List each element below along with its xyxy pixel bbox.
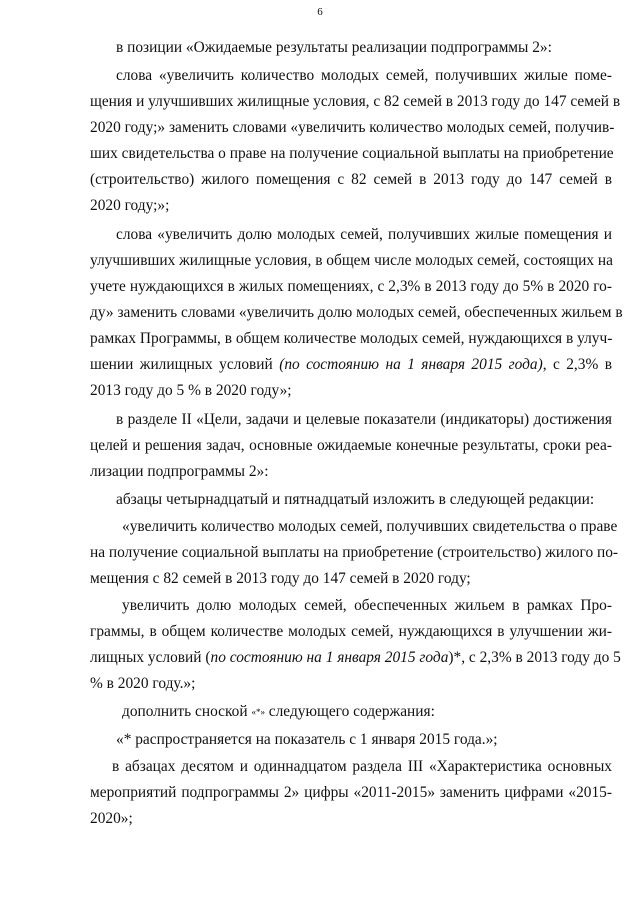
paragraph-line: рамках Программы, в общем количестве молодых семей, нуждающихся в улуч- bbox=[90, 330, 613, 347]
paragraph-line: мещения с 82 семей в 2013 году до 147 семей в 2020 году; bbox=[90, 570, 471, 587]
paragraph-line: слова «увеличить количество молодых семей, получивших жилые поме- bbox=[116, 67, 612, 84]
paragraph-line: ду» заменить словами «увеличить долю молодых семей, обеспеченных жильем в bbox=[90, 304, 623, 321]
paragraph-line: учете нуждающихся в жилых помещениях, с 2,3% в 2013 году до 5% в 2020 го- bbox=[90, 278, 612, 295]
paragraph-line: целей и решения задач, основные ожидаемые конечные результаты, сроки реа- bbox=[90, 437, 612, 454]
line-text: следующего содержания: bbox=[264, 703, 435, 720]
paragraph-line: абзацы четырнадцатый и пятнадцатый изложить в следующей редакции: bbox=[116, 491, 595, 508]
paragraph-line bbox=[90, 648, 621, 668]
italic-date-note: (по состоянию на 1 января 2015 года) bbox=[279, 356, 543, 373]
line-text: , с 2,3% в bbox=[542, 356, 612, 373]
paragraph-line: «* распространяется на показатель с 1 января 2015 года.»; bbox=[116, 731, 498, 748]
paragraph-line: (строительство) жилого помещения с 82 семей в 2013 году до 147 семей в bbox=[90, 171, 612, 188]
paragraph-line: мероприятий подпрограммы 2» цифры «2011-2015» заменить цифрами «2015- bbox=[90, 784, 612, 801]
line-text: )*, с 2,3% в 2013 году до 5 bbox=[448, 649, 621, 666]
paragraph-line: улучшивших жилищные условия, в общем числе молодых семей, состоящих на bbox=[90, 252, 613, 269]
paragraph-line: в разделе II «Цели, задачи и целевые показатели (индикаторы) достижения bbox=[116, 411, 612, 428]
paragraph-line: граммы, в общем количестве молодых семей, нуждающихся в улучшении жи- bbox=[90, 623, 612, 640]
paragraph-line: 2013 году до 5 % в 2020 году»; bbox=[90, 382, 292, 399]
paragraph-line: в абзацах десятом и одиннадцатом раздела III «Характеристика основных bbox=[112, 758, 612, 775]
paragraph-line: слова «увеличить долю молодых семей, получивших жилые помещения и bbox=[116, 226, 612, 243]
paragraph-line: увеличить долю молодых семей, обеспеченных жильем в рамках Про- bbox=[122, 597, 612, 614]
paragraph-line: «увеличить количество молодых семей, получивших свидетельства о праве bbox=[122, 518, 618, 535]
paragraph-line: в позиции «Ожидаемые результаты реализации подпрограммы 2»: bbox=[116, 39, 552, 56]
paragraph-line: на получение социальной выплаты на приобретение (строительство) жилого по- bbox=[90, 544, 619, 561]
paragraph-line: лизации подпрограммы 2»: bbox=[90, 463, 269, 480]
paragraph-line: ших свидетельства о праве на получение социальной выплаты на приобретение bbox=[90, 145, 614, 162]
paragraph-line: 2020 году;»; bbox=[90, 197, 170, 214]
line-text: дополнить сноской bbox=[122, 703, 252, 720]
line-text: лищных условий ( bbox=[90, 649, 211, 666]
paragraph-line bbox=[90, 355, 612, 375]
paragraph-line: 2020 году;» заменить словами «увеличить количество молодых семей, получив- bbox=[90, 119, 615, 136]
line-text: шении жилищных условий bbox=[90, 356, 280, 373]
paragraph-line: % в 2020 году.»; bbox=[90, 675, 196, 692]
page-number: 6 bbox=[317, 6, 323, 18]
paragraph-line: 2020»; bbox=[90, 810, 133, 827]
italic-date-note: по состоянию на 1 января 2015 года bbox=[210, 649, 449, 666]
paragraph-line: щения и улучшивших жилищные условия, с 82 семей в 2013 году до 147 семей в bbox=[90, 93, 621, 110]
paragraph-line bbox=[122, 702, 612, 722]
footnote-mark: «*» bbox=[251, 707, 265, 717]
